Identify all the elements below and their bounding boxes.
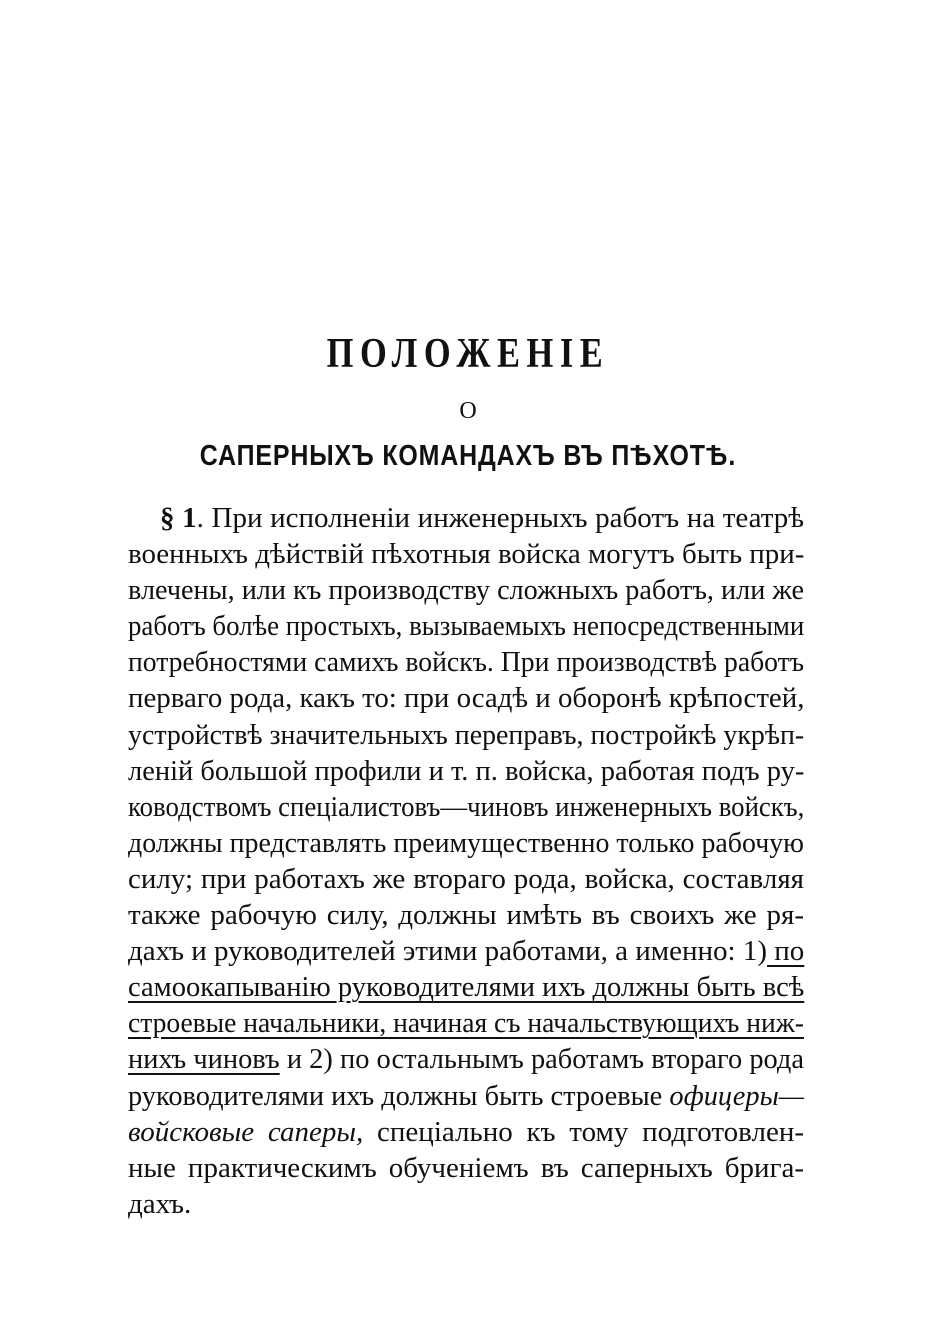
italic-text: офицеры— — [669, 1079, 805, 1112]
text-line-1 — [128, 500, 804, 536]
text-line-12: также рабочую силу, должны имѣть въ своихъ же ря- — [128, 899, 804, 932]
text-line-1-content: . При исполненіи инженерныхъ работъ на театрѣ — [196, 502, 804, 534]
text-line-17-a: руководителями ихъ должны быть строевые — [128, 1079, 670, 1112]
text-line-13 — [128, 933, 804, 969]
text-line-7: устройствѣ значительныхъ переправъ, постройкѣ укрѣп- — [128, 718, 805, 751]
paragraph-section-1 — [128, 500, 804, 1222]
text-line-4: работъ болѣе простыхъ, вызываемыхъ непосредственными — [128, 610, 805, 643]
underlined-text: по — [767, 935, 805, 968]
text-line-6: перваго рода, какъ то: при осадѣ и оборонѣ крѣпостей, — [128, 682, 805, 715]
text-line-19: ные практическимъ обученіемъ въ саперныхъ брига- — [128, 1151, 804, 1184]
text-line-14: самоокапыванію руководителями ихъ должны быть всѣ — [128, 971, 805, 1004]
text-line-9: ководствомъ спеціалистовъ—чиновъ инженерныхъ войскъ, — [128, 790, 805, 823]
text-line-17 — [128, 1078, 804, 1114]
text-line-18-b: спеціально къ тому подготовлен- — [363, 1115, 804, 1148]
text-line-11: силу; при работахъ же втораго рода, войска, составляя — [128, 862, 804, 895]
text-line-13-a: дахъ и руководителей этими работами, а именно: 1) — [128, 935, 768, 968]
text-line-3: влечены, или къ производству сложныхъ работъ, или же — [128, 574, 805, 607]
text-line-15: строевые начальники, начиная съ начальствующихъ ниж- — [128, 1007, 804, 1040]
title-preposition: О — [459, 398, 477, 424]
italic-text: войсковые саперы, — [128, 1115, 364, 1148]
underlined-text: нихъ чиновъ — [128, 1043, 280, 1076]
text-line-20: дахъ. — [128, 1187, 192, 1220]
text-line-10: должны представлять преимущественно только рабочую — [128, 826, 805, 859]
section-sign: § — [160, 502, 175, 534]
section-number: 1 — [182, 502, 197, 534]
text-line-5: потребностями самихъ войскъ. При производствѣ работъ — [128, 646, 805, 679]
page-subtitle: САПЕРНЫХЪ КОМАНДАХЪ ВЪ ПѢХОТѢ. — [199, 440, 737, 472]
text-line-2: военныхъ дѣйствій пѣхотныя войска могутъ быть при- — [128, 538, 805, 571]
text-line-18 — [128, 1114, 804, 1150]
text-line-16-b: и 2) по остальнымъ работамъ втораго рода — [279, 1043, 804, 1076]
text-line-16 — [128, 1041, 804, 1077]
text-line-8: леній большой профили и т. п. войска, работая подъ ру- — [128, 754, 805, 787]
page-title: ПОЛОЖЕНІЕ — [326, 331, 610, 377]
